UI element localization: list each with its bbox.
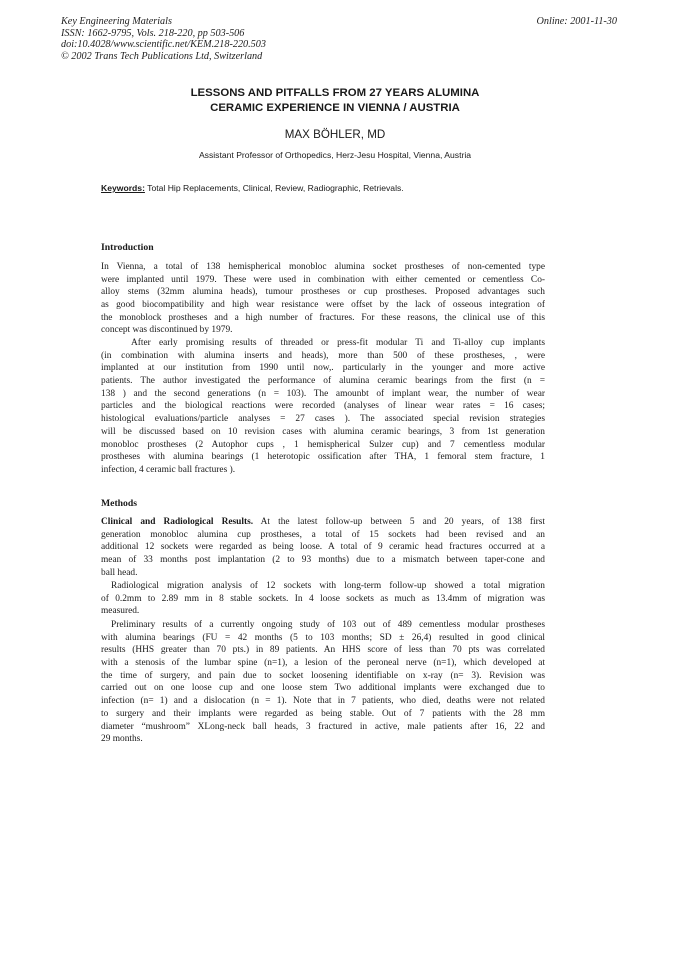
text-line: the time of surgery, and pain due to socket loosening identifiable on x-ray (n= 3). Revision was [101,670,545,681]
title-line-2: CERAMIC EXPERIENCE IN VIENNA / AUSTRIA [210,101,460,114]
text-line [101,516,545,529]
journal-header [61,16,266,62]
text-line: with alumina bearings (FU = 42 months (5 to 103 months; SD ± 26,4) resulted in good clinical [101,632,545,643]
text-line: particles and the biological reactions were recorded (analyses of linear wear rates = 16 cases; [101,401,545,412]
text-line: generation monobloc alumina cup prostheses, a total of 15 sockets had been revised and an [101,529,545,540]
text-line: to surgery and their implants were regarded as being stable. Out of 7 patients with the 28 mm [101,708,545,719]
methods-paragraph-2 [101,580,545,618]
text-line: infection, 4 ceramic ball fractures ). [101,464,236,475]
author-name: MAX BÖHLER, MD [284,128,386,141]
text-line: 29 months. [101,734,143,745]
text-line: histological evaluations/particle analyses = 27 cases ). The associated special revision strategies [101,414,545,425]
issn-line: ISSN: 1662-9795, Vols. 218-220, pp 503-506 [61,27,245,39]
text-line: Preliminary results of a currently ongoing study of 103 out of 489 cementless modular prostheses [111,620,545,630]
text-line: Radiological migration analysis of 12 sockets with long-term follow-up showed a total migration [111,581,545,591]
text-line: infection (n= 1) and a dislocation (n = 1). Note that in 7 patients, who died, deaths were not related [101,696,545,707]
online-date: Online: 2001-11-30 [536,16,617,27]
text-segment: At the latest follow-up between 5 and 20 years, of 138 first [253,517,545,527]
methods-paragraph-3 [101,619,545,746]
journal-name: Key Engineering Materials [61,16,172,27]
text-line: of 0.2mm to 2.89 mm in 8 stable sockets. In 4 loose sockets as much as 13.4mm of migration was [101,593,545,604]
text-line: will be discussed based on 10 revision cases with alumina ceramic bearings, 3 from 1st generation [101,426,545,437]
keywords-text: Total Hip Replacements, Clinical, Review, Radiographic, Retrievals. [147,183,404,193]
text-line: mean of 33 months post implantation (2 to 93 months) due to a mismatch between taper-cone and [101,555,545,566]
copyright-line: © 2002 Trans Tech Publications Ltd, Switzerland [61,50,263,62]
paper-title [100,86,570,115]
text-line: as good biocompatibility and high wear resistance were offset by the lack of osseous integration of [101,300,545,311]
text-line: were implanted until 1979. These were used in combination with either cemented or cementless Co- [101,274,545,285]
text-line: patients. The author investigated the performance of alumina ceramic bearings from the first (n = [101,376,545,387]
methods-heading: Methods [101,498,138,509]
text-line: implanted at our institution from 1990 until now,. particularly in the younger and more active [101,363,545,374]
keywords-label: Keywords: [101,183,145,193]
text-line: concept was discontinued by 1979. [101,325,233,336]
text-line: results (HHS greater than 70 pts.) in 89 patients. An HHS score of less than 70 pts was correlated [101,645,545,656]
text-line: (in combination with alumina inserts and heads), more than 500 of these prostheses, , were [101,350,545,361]
text-line: diameter “mushroom” XLong-neck ball heads, 3 fractured in active, male patients after 16, 22 and [101,721,545,732]
text-line: alloy stems (32mm alumina heads), tumour prostheses or cup prostheses. Proposed advantages such [101,287,545,298]
text-line: After early promising results of threaded or press-fit modular Ti and Ti-alloy cup implants [131,338,545,348]
introduction-paragraph-1 [101,261,545,337]
title-line-1: LESSONS AND PITFALLS FROM 27 YEARS ALUMINA [190,87,480,99]
text-line: prostheses with alumina bearings (1 heterotopic ossification after THA, 1 femoral stem fracture, 1 [101,452,545,463]
text-line: measured. [101,606,140,617]
keywords-line [101,183,404,193]
author-affiliation: Assistant Professor of Orthopedics, Herz-Jesu Hospital, Vienna, Austria [198,150,472,160]
text-line: carried out on one loose cup and one loose stem Two additional implants were exchanged due to [101,683,545,694]
text-line: additional 12 sockets were regarded as being loose. A total of 9 ceramic head fractures occurred at a [101,542,545,553]
doi-line: doi:10.4028/www.scientific.net/KEM.218-220.503 [61,39,266,51]
introduction-heading: Introduction [101,242,154,253]
text-line: In Vienna, a total of 138 hemispherical monobloc alumina socket prostheses of non-cemented type [101,262,545,272]
methods-paragraph-1 [101,516,545,579]
clinical-results-subheading: Clinical and Radiological Results. [101,517,254,527]
introduction-paragraph-2 [101,337,545,477]
text-line: 138 ) and the second generations (n = 103). The amounbt of implant wear, the number of wear [101,388,545,399]
text-line: ball head. [101,567,138,578]
text-line: the monoblock prostheses and a high number of fractures. For these reasons, the clinical use of this [101,312,545,323]
text-line: with a stenosis of the lumbar spine (n=1), a lesion of the peroneal nerve (n=1), which developed at [101,658,545,669]
text-line: monobloc prostheses (2 Autophor cups , 1 hemispherical Sulzer cup) and 7 cementless modular [101,439,545,450]
